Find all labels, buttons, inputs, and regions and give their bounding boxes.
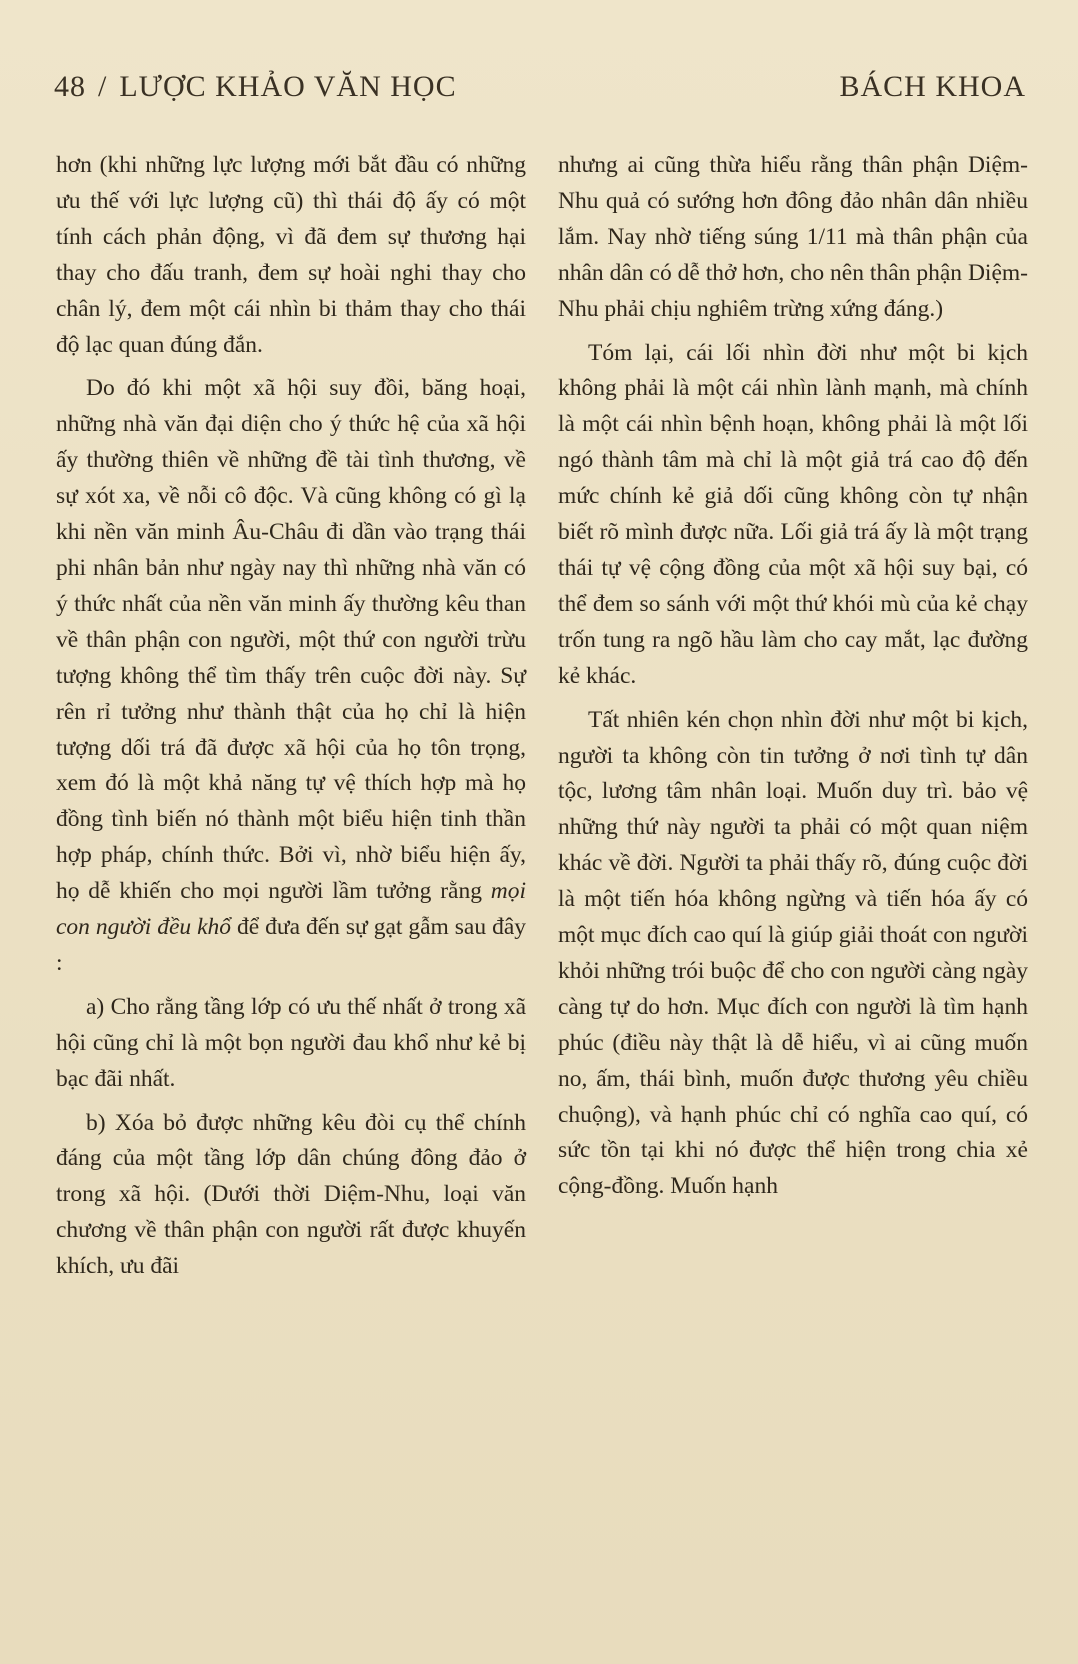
left-paragraph-2 <box>56 371 526 981</box>
header-separator: / <box>98 70 108 103</box>
left-paragraph-4: b) Xóa bỏ được những kêu đòi cụ thể chính đáng của một tầng lớp dân chúng đông đảo ở trong xã hội. (Dưới thời Diệm-Nhu, loại văn chương về thân phận con người rất được khuyến khích, ưu đãi <box>56 1109 526 1280</box>
section-title: LƯỢC KHẢO VĂN HỌC <box>119 70 457 103</box>
left-paragraph-1: hơn (khi những lực lượng mới bắt đầu có những ưu thế với lực lượng cũ) thì thái độ ấy có một tính cách phản động, vì đã đem sự thương hại thay cho đấu tranh, đem sự hoài nghi thay cho chân lý, đem một cái nhìn bi thảm thay cho thái độ lạc quan đúng đắn. <box>56 152 526 358</box>
left-paragraph-3: a) Cho rằng tầng lớp có ưu thế nhất ở trong xã hội cũng chỉ là một bọn người đau khổ như kẻ bị bạc đãi nhất. <box>56 993 526 1092</box>
header-left <box>54 70 457 104</box>
left-paragraph-2-end: để đưa đến sự gạt gẫm sau đây : <box>56 914 526 976</box>
right-paragraph-3: Tất nhiên kén chọn nhìn đời như một bi kịch, người ta không còn tin tưởng ở nơi tình tự dân tộc, lương tâm nhân loại. Muốn duy trì. bảo vệ những thứ này người ta phải có một quan niệm khác về đời. Người ta phải thấy rõ, đúng cuộc đời là một tiến hóa không ngừng và tiến hóa ấy có một mục đích cao quí là giúp giải thoát con người khỏi những trói buộc để cho con người càng ngày càng tự do hơn. Mục đích con người là tìm hạnh phúc (điều này thật là dễ hiểu, vì ai cũng muốn no, ấm, thái bình, muốn được thương yêu chiều chuộng), và hạnh phúc chỉ có nghĩa cao quí, có sức tồn tại khi nó được thể hiện trong chia xẻ cộng-đồng. Muốn hạnh <box>558 706 1028 1200</box>
page-header <box>54 70 1026 110</box>
left-paragraph-2-italic: mọi con người đều khổ <box>56 878 526 941</box>
right-column <box>558 148 1028 1205</box>
right-paragraph-1: nhưng ai cũng thừa hiểu rằng thân phận Diệm-Nhu quả có sướng hơn đông đảo nhân dân nhiều lắm. Nay nhờ tiếng súng 1/11 mà thân phận của nhân dân có dễ thở hơn, cho nên thân phận Diệm-Nhu phải chịu nghiêm trừng xứng đáng.) <box>558 152 1028 322</box>
magazine-name: BÁCH KHOA <box>839 70 1026 103</box>
page-number: 48 <box>54 70 86 103</box>
right-paragraph-2: Tóm lại, cái lối nhìn đời như một bi kịch không phải là một cái nhìn lành mạnh, mà chính là một cái nhìn bệnh hoạn, không phải là một lối ngó thành tâm mà chỉ là một giả trá cao độ đến mức chính kẻ giả dối cũng không còn tự nhận biết rõ mình được nữa. Lối giả trá ấy là một trạng thái tự vệ cộng đồng của một xã hội suy bại, có thể đem so sánh với một thứ khói mù của kẻ chạy trốn tung ra ngõ hầu làm cho cay mắt, lạc đường kẻ khác. <box>558 339 1028 689</box>
left-paragraph-2-text: Do đó khi một xã hội suy đồi, băng hoại, những nhà văn đại diện cho ý thức hệ của xã hội ấy thường thiên về những đề tài tình thương, về sự xót xa, về nỗi cô độc. Và cũng không có gì lạ khi nền văn minh Âu-Châu đi dần vào trạng thái phi nhân bản như ngày nay thì những nhà văn có ý thức nhất của nền văn minh ấy thường kêu than về thân phận con người, một thứ con người trừu tượng không thể tìm thấy trên cuộc đời này. Sự rên rỉ tưởng như thành thật của họ chỉ là hiện tượng dối trá đã được xã hội của họ tôn trọng, xem đó là một khả năng tự vệ thích hợp mà họ đồng tình biến nó thành một biểu hiện tinh thần hợp pháp, chính thức. Bởi vì, nhờ biểu hiện ấy, họ dễ khiến cho mọi người lầm tưởng rằng <box>56 375 526 905</box>
left-column <box>56 148 526 1285</box>
